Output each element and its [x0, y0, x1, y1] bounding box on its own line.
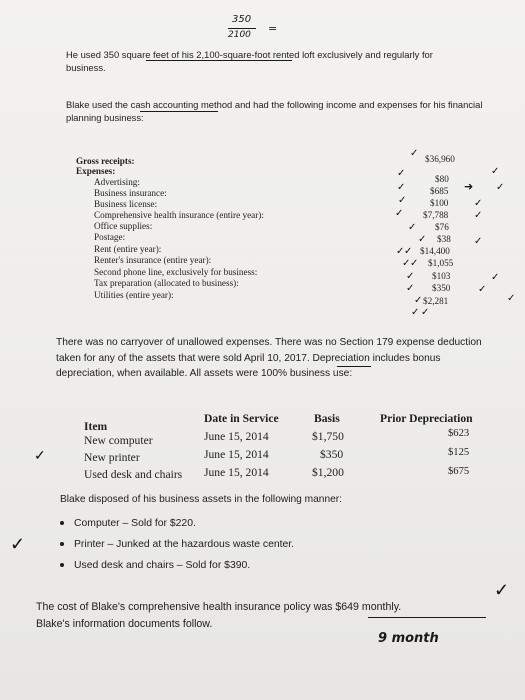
check-mark-icon: ✓: [496, 182, 505, 193]
paragraph-accounting-method: Blake used the cash accounting method and had the following income and expenses for his financial planning business:: [66, 99, 483, 123]
handwritten-underline-date: [337, 366, 371, 367]
check-mark-icon: ✓: [474, 210, 483, 221]
expense-value-health-insurance: $7,788: [423, 210, 449, 220]
header-prior-depreciation: Prior Depreciation: [380, 412, 473, 425]
row-prior-desk: $675: [448, 466, 470, 477]
expense-value-rent: $14,400: [420, 246, 450, 256]
expense-value-business-license: $100: [430, 198, 449, 208]
row-date-computer: June 15, 2014: [204, 430, 269, 443]
header-date-in-service: Date in Service: [204, 412, 279, 425]
expense-label-tax-preparation: Tax preparation (allocated to business):: [94, 278, 239, 288]
fraction-denominator: 2100: [228, 30, 251, 40]
header-basis: Basis: [314, 412, 340, 425]
bullet-dot: [60, 563, 64, 567]
bullet-dot: [60, 521, 64, 525]
row-prior-printer: $125: [448, 447, 470, 458]
expense-value-advertising: $80: [435, 174, 449, 184]
expense-label-health-insurance: Comprehensive health insurance (entire year):: [94, 210, 264, 220]
list-item: [60, 518, 196, 529]
expense-value-tax-preparation: $350: [432, 283, 451, 293]
handwritten-underline-health: [368, 617, 486, 618]
check-mark-icon: ✓: [491, 166, 500, 177]
fraction-numerator: 350: [232, 14, 252, 25]
expense-label-renters-insurance: Renter's insurance (entire year):: [94, 255, 212, 265]
check-mark-icon: ✓: [474, 236, 483, 247]
row-basis-printer: $350: [320, 448, 344, 461]
expense-value-phone-line: $103: [432, 271, 451, 281]
fraction-equals: =: [268, 22, 278, 35]
header-item: Item: [84, 420, 108, 433]
expense-value-office-supplies: $76: [435, 222, 449, 232]
check-mark-icon: ✓: [494, 580, 510, 600]
check-mark-icon: ✓: [414, 295, 423, 306]
row-item-desk: Used desk and chairs: [84, 468, 183, 481]
row-date-desk: June 15, 2014: [204, 466, 269, 479]
check-mark-icon: ✓: [491, 272, 500, 283]
bullet-dot: [60, 542, 64, 546]
check-mark-icon: ✓: [395, 208, 404, 219]
check-mark-icon: ✓: [411, 307, 420, 318]
check-mark-icon: ✓: [406, 271, 415, 282]
check-mark-icon: ✓: [406, 283, 415, 294]
list-item: [60, 539, 294, 550]
list-item-text: Used desk and chairs – Sold for $390.: [74, 560, 251, 571]
check-mark-icon: ✓: [410, 258, 419, 269]
paragraph-depreciation-info: There was no carryover of unallowed expenses. There was no Section 179 expense deduction taken for any of the assets that were sold April 10, 2017. Depreciation includes bonus depreciation, when available. All assets were 100% business use:: [56, 337, 482, 379]
fraction-bar: [228, 28, 256, 29]
check-mark-icon: ✓: [402, 258, 411, 269]
expense-label-office-supplies: Office supplies:: [94, 221, 153, 231]
paragraph-health-insurance: [36, 599, 476, 633]
check-mark-icon: ✓: [408, 222, 417, 233]
handwritten-month-note: 9 month: [378, 631, 439, 646]
expense-value-postage: $38: [437, 234, 451, 244]
row-basis-desk: $1,200: [312, 466, 344, 479]
check-mark-icon: ✓: [478, 284, 487, 295]
paragraph-disposition-intro: Blake disposed of his business assets in the following manner:: [60, 494, 343, 505]
gross-receipts-value: $36,960: [425, 154, 455, 164]
check-mark-icon: ✓: [397, 168, 406, 179]
check-mark-icon: ✓: [34, 447, 46, 463]
row-date-printer: June 15, 2014: [204, 448, 269, 461]
expense-value-utilities: $2,281: [423, 296, 449, 306]
check-mark-icon: ✓: [507, 293, 516, 304]
gross-receipts-label: Gross receipts:: [76, 156, 135, 166]
handwritten-arrow-icon: ➜: [464, 180, 474, 193]
list-item-text: Computer – Sold for $220.: [74, 518, 196, 529]
health-insurance-line: The cost of Blake's comprehensive health insurance policy was $649 monthly.: [36, 601, 402, 613]
handwritten-underline-loft: [146, 60, 292, 61]
check-mark-icon: ✓: [410, 148, 419, 159]
check-mark-icon: ✓: [397, 182, 406, 193]
expense-label-postage: Postage:: [94, 232, 126, 242]
list-item: [60, 560, 250, 571]
check-mark-icon: ✓: [474, 198, 483, 209]
check-mark-icon: ✓: [418, 234, 427, 245]
expense-value-renters-insurance: $1,055: [428, 258, 454, 268]
check-mark-icon: ✓: [10, 534, 26, 554]
check-mark-icon: ✓: [396, 246, 405, 257]
expense-label-phone-line: Second phone line, exclusively for business:: [94, 267, 258, 277]
check-mark-icon: ✓: [404, 246, 413, 257]
handwritten-underline-accounting: [140, 111, 218, 112]
row-basis-computer: $1,750: [312, 430, 344, 443]
check-mark-icon: ✓: [421, 307, 430, 318]
expense-value-business-insurance: $685: [430, 186, 449, 196]
expense-label-business-license: Business license:: [94, 199, 158, 209]
expense-label-rent: Rent (entire year):: [94, 244, 162, 254]
row-prior-computer: $623: [448, 428, 470, 439]
information-documents-line: Blake's information documents follow.: [36, 618, 213, 630]
expense-label-utilities: Utilities (entire year):: [94, 290, 174, 300]
paragraph-loft-usage: He used 350 square feet of his 2,100-square-foot rented loft exclusively and regularly for business.: [66, 49, 433, 73]
row-item-computer: New computer: [84, 434, 153, 447]
check-mark-icon: ✓: [398, 195, 407, 206]
expenses-label: Expenses:: [76, 166, 116, 176]
list-item-text: Printer – Junked at the hazardous waste center.: [74, 539, 295, 550]
expense-label-advertising: Advertising:: [94, 177, 140, 187]
row-item-printer: New printer: [84, 451, 140, 464]
expense-label-business-insurance: Business insurance:: [94, 188, 167, 198]
